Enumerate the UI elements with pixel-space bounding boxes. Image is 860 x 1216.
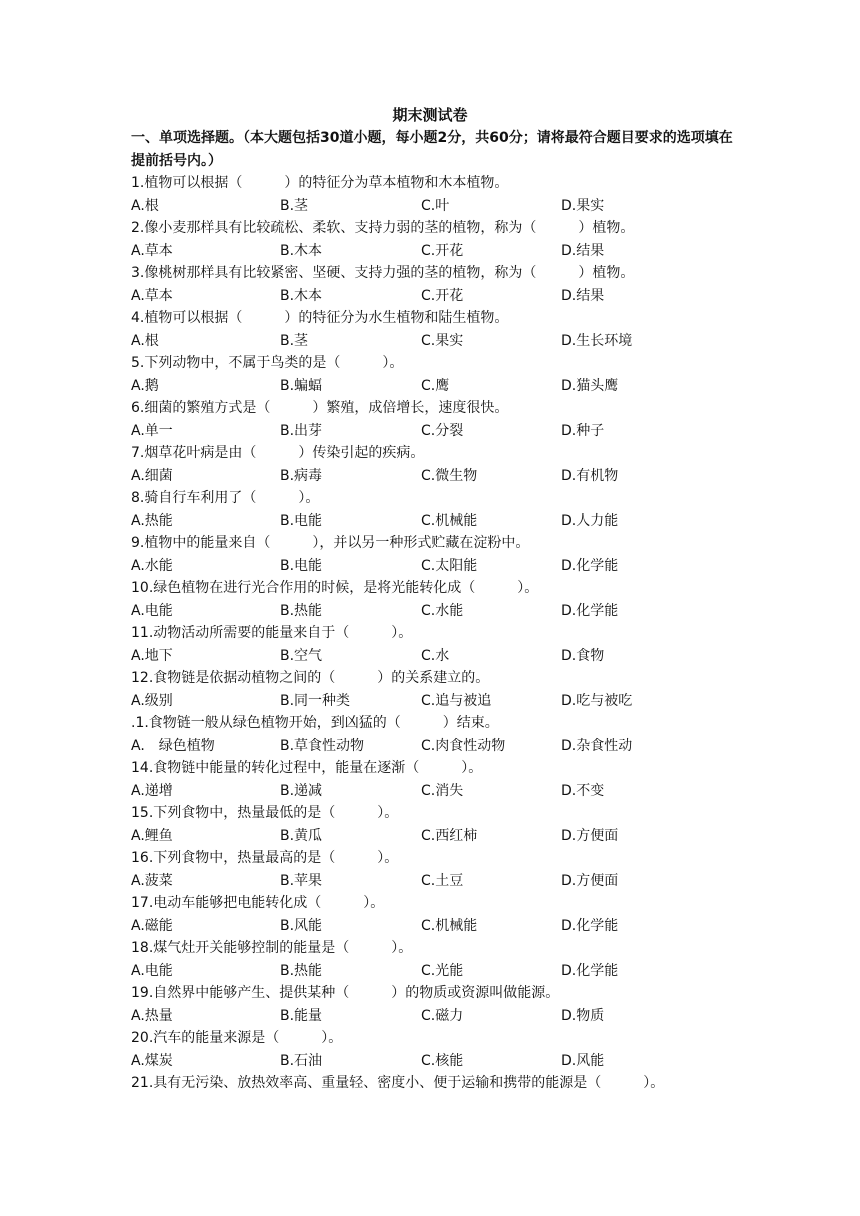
option-a: A.细菌 [131,467,173,484]
question-text: 17.电动车能够把电能转化成（ ）。 [131,895,385,911]
question-text: 1.植物可以根据（ ）的特征分为草本植物和木本植物。 [131,175,509,191]
option-d: D.生长环境 [561,332,633,349]
question-text: 14.食物链中能量的转化过程中，能量在逐渐（ ）。 [131,760,483,776]
option-c: C.水能 [421,602,464,619]
options-row [131,870,741,893]
option-a: A.电能 [131,602,173,619]
option-a: A.热能 [131,512,173,529]
option-a: A.水能 [131,557,173,574]
options-row [131,1050,741,1073]
option-c: C.核能 [421,1052,464,1069]
option-d: D.结果 [561,242,605,259]
option-c: C.机械能 [421,917,478,934]
option-b: B.苹果 [280,872,323,889]
option-b: B.黄瓜 [280,827,323,844]
option-b: B.同一种类 [280,692,351,709]
options-row [131,375,741,398]
option-b: B.木本 [280,287,323,304]
option-d: D.果实 [561,197,605,214]
option-c: C.消失 [421,782,464,799]
question-list [131,172,741,1095]
option-c: C.果实 [421,332,464,349]
options-row [131,825,741,848]
options-row [131,780,741,803]
question-text: 10.绿色植物在进行光合作用的时候，是将光能转化成（ ）。 [131,580,539,596]
options-row [131,645,741,668]
option-a: A.草本 [131,242,173,259]
question-text: 16.下列食物中，热量最高的是（ ）。 [131,850,399,866]
option-b: B.出芽 [280,422,323,439]
option-d: D.化学能 [561,557,619,574]
option-d: D.杂食性动 [561,737,633,754]
options-row [131,915,741,938]
option-a: A.鲤鱼 [131,827,173,844]
option-b: B.茎 [280,197,309,214]
question-text: 3.像桃树那样具有比较紧密、坚硬、支持力强的茎的植物，称为（ ）植物。 [131,265,635,281]
option-a: A.磁能 [131,917,173,934]
options-row [131,555,741,578]
option-a: A.菠菜 [131,872,173,889]
option-d: D.种子 [561,422,605,439]
option-c: C.肉食性动物 [421,737,506,754]
option-c: C.光能 [421,962,464,979]
option-b: B.热能 [280,962,323,979]
options-row [131,195,741,218]
option-a: A.草本 [131,287,173,304]
option-b: B.病毒 [280,467,323,484]
option-d: D.风能 [561,1052,605,1069]
option-d: D.方便面 [561,827,619,844]
option-c: C.磁力 [421,1007,464,1024]
question-text: 20.汽车的能量来源是（ ）。 [131,1030,343,1046]
question-text: 2.像小麦那样具有比较疏松、柔软、支持力弱的茎的植物，称为（ ）植物。 [131,220,635,236]
question-text: .1.食物链一般从绿色植物开始，到凶猛的（ ）结束。 [131,715,499,731]
option-c: C.土豆 [421,872,464,889]
option-a: A.电能 [131,962,173,979]
option-a: A. 绿色植物 [131,737,215,754]
option-a: A.煤炭 [131,1052,173,1069]
question-text: 21.具有无污染、放热效率高、重量轻、密度小、便于运输和携带的能源是（ ）。 [131,1075,665,1091]
question-text: 4.植物可以根据（ ）的特征分为水生植物和陆生植物。 [131,310,509,326]
option-b: B.石油 [280,1052,323,1069]
option-d: D.人力能 [561,512,619,529]
option-a: A.鹅 [131,377,159,394]
options-row [131,960,741,983]
option-c: C.西红柿 [421,827,478,844]
options-row [131,420,741,443]
option-b: B.茎 [280,332,309,349]
question-text: 8.骑自行车利用了（ ）。 [131,490,320,506]
question-text: 7.烟草花叶病是由（ ）传染引起的疾病。 [131,445,425,461]
option-a: A.根 [131,332,159,349]
option-b: B.风能 [280,917,323,934]
question-text: 6.细菌的繁殖方式是（ ）繁殖，成倍增长，速度很快。 [131,400,509,416]
options-row [131,735,741,758]
option-c: C.叶 [421,197,450,214]
question-text: 19.自然界中能够产生、提供某种（ ）的物质或资源叫做能源。 [131,985,560,1001]
option-b: B.能量 [280,1007,323,1024]
option-a: A.地下 [131,647,173,664]
options-row [131,1005,741,1028]
question-text: 11.动物活动所需要的能量来自于（ ）。 [131,625,413,641]
option-b: B.电能 [280,557,323,574]
options-row [131,465,741,488]
option-d: D.食物 [561,647,605,664]
option-c: C.微生物 [421,467,478,484]
options-row [131,690,741,713]
option-c: C.鹰 [421,377,450,394]
option-c: C.开花 [421,242,464,259]
page-title: 期末测试卷 [392,106,468,124]
option-d: D.化学能 [561,962,619,979]
option-d: D.结果 [561,287,605,304]
option-d: D.猫头鹰 [561,377,619,394]
options-row [131,285,741,308]
options-row [131,600,741,623]
option-a: A.根 [131,197,159,214]
option-b: B.电能 [280,512,323,529]
option-d: D.有机物 [561,467,619,484]
option-b: B.递减 [280,782,323,799]
question-text: 18.煤气灶开关能够控制的能量是（ ）。 [131,940,413,956]
option-d: D.吃与被吃 [561,692,633,709]
options-row [131,240,741,263]
question-text: 12.食物链是依据动植物之间的（ ）的关系建立的。 [131,670,490,686]
option-d: D.化学能 [561,917,619,934]
section-heading: 一、单项选择题。（本大题包括30道小题，每小题2分，共60分；请将最符合题目要求的选项填在提前括号内。） [131,130,733,169]
option-a: A.级别 [131,692,173,709]
option-a: A.递增 [131,782,173,799]
option-b: B.木本 [280,242,323,259]
option-b: B.热能 [280,602,323,619]
option-b: B.草食性动物 [280,737,365,754]
options-row [131,330,741,353]
option-b: B.空气 [280,647,323,664]
question-text: 5.下列动物中，不属于鸟类的是（ ）。 [131,355,404,371]
option-c: C.开花 [421,287,464,304]
option-d: D.化学能 [561,602,619,619]
question-text: 9.植物中的能量来自（ ），并以另一种形式贮藏在淀粉中。 [131,535,530,551]
option-c: C.分裂 [421,422,464,439]
question-text: 15.下列食物中，热量最低的是（ ）。 [131,805,399,821]
option-b: B.蝙蝠 [280,377,323,394]
option-c: C.水 [421,647,450,664]
option-d: D.物质 [561,1007,605,1024]
option-c: C.太阳能 [421,557,478,574]
options-row [131,510,741,533]
option-c: C.机械能 [421,512,478,529]
option-d: D.方便面 [561,872,619,889]
option-a: A.单一 [131,422,173,439]
option-c: C.追与被追 [421,692,492,709]
option-a: A.热量 [131,1007,173,1024]
option-d: D.不变 [561,782,605,799]
